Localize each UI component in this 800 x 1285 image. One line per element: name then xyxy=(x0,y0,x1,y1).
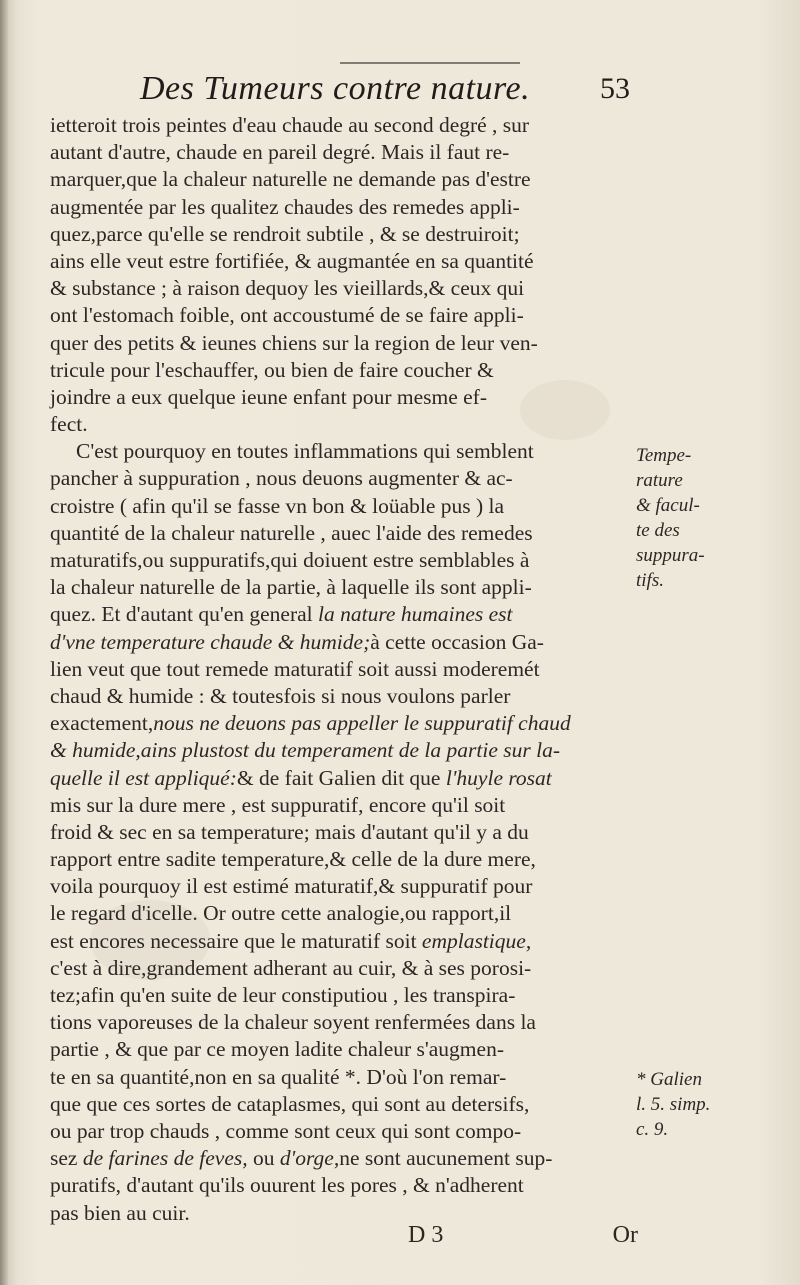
italic-span: nous ne deuons pas appeller le suppuratif chaud xyxy=(153,711,571,736)
roman-span: te en sa quantité,non en sa qualité *. D'où l'on remar- xyxy=(50,1064,507,1089)
text-line xyxy=(50,1091,625,1118)
text-line xyxy=(50,302,625,329)
roman-span: c'est à dire,grandement adherant au cuir, & à ses porosi- xyxy=(50,955,532,980)
text-line xyxy=(50,384,625,411)
running-title: Des Tumeurs contre nature. xyxy=(140,70,531,107)
text-line xyxy=(50,139,625,166)
roman-span: chaud & humide : & toutesfois si nous voulons parler xyxy=(50,683,511,708)
marginal-note-line: suppura- xyxy=(636,545,705,566)
roman-span: partie , & que par ce moyen ladite chaleur s'augmen- xyxy=(50,1037,504,1062)
text-line xyxy=(50,955,625,982)
italic-span: l'huyle rosat xyxy=(440,765,552,790)
marginal-note-line: & facul- xyxy=(636,495,700,516)
text-line xyxy=(50,357,625,384)
roman-span: joindre a eux quelque ieune enfant pour mesme ef- xyxy=(50,384,487,409)
text-line xyxy=(50,982,625,1009)
roman-span: augmentée par les qualitez chaudes des remedes appli- xyxy=(50,194,520,219)
marginal-note-line: l. 5. simp. xyxy=(636,1094,711,1115)
text-line xyxy=(50,928,625,955)
roman-span: quantité de la chaleur naturelle , auec l'aide des remedes xyxy=(50,520,533,545)
roman-span: froid & sec en sa temperature; mais d'autant qu'il y a du xyxy=(50,819,529,844)
marginal-note-line: * Galien xyxy=(636,1069,702,1090)
roman-span: tricule pour l'eschauffer, ou bien de faire coucher & xyxy=(50,357,494,382)
text-line xyxy=(50,275,625,302)
roman-span: & substance ; à raison dequoy les vieillards,& ceux qui xyxy=(50,276,525,301)
roman-span: lien veut que tout remede maturatif soit aussi moderemét xyxy=(50,656,540,681)
text-line xyxy=(50,737,625,764)
roman-span: ietteroit trois peintes d'eau chaude au second degré , sur xyxy=(50,113,530,137)
roman-span: tions vaporeuses de la chaleur soyent renfermées dans la xyxy=(50,1010,536,1035)
roman-span: croistre ( afin qu'il se fasse vn bon & loüable pus ) la xyxy=(50,493,505,518)
text-line xyxy=(50,819,625,846)
italic-span: emplastique, xyxy=(416,928,532,953)
text-line xyxy=(50,248,625,275)
page-spine-shadow xyxy=(0,0,8,1285)
body-text xyxy=(50,112,625,1227)
roman-span: exactement, xyxy=(50,711,154,736)
roman-span: ne sont aucunement sup- xyxy=(339,1146,553,1171)
marginal-note-line: te des xyxy=(636,520,680,541)
roman-span: la chaleur naturelle de la partie, à laquelle ils sont appli- xyxy=(50,575,532,600)
roman-span: fect. xyxy=(50,412,88,437)
text-line xyxy=(50,765,625,792)
roman-span: puratifs, d'autant qu'ils ouurent les pores , & n'adherent xyxy=(50,1173,524,1198)
italic-span: quelle il est appliqué: xyxy=(50,765,237,790)
running-header xyxy=(140,62,630,114)
roman-span: C'est pourquoy en toutes inflammations qui semblent xyxy=(76,439,534,464)
text-line xyxy=(50,656,625,683)
roman-span: mis sur la dure mere , est suppuratif, encore qu'il soit xyxy=(50,792,506,817)
catchword: Or xyxy=(612,1222,638,1248)
marginal-note-temperature xyxy=(636,443,756,593)
text-line xyxy=(50,873,625,900)
roman-span: rapport entre sadite temperature,& celle de la dure mere, xyxy=(50,847,536,872)
text-line xyxy=(50,493,625,520)
text-line xyxy=(50,166,625,193)
text-line xyxy=(50,601,625,628)
marginal-note-line: c. 9. xyxy=(636,1119,669,1140)
text-line xyxy=(50,1172,625,1199)
roman-span: maturatifs,ou suppuratifs,qui doiuent estre semblables à xyxy=(50,548,530,572)
text-line xyxy=(50,438,625,465)
roman-span: pas bien au cuir. xyxy=(50,1200,190,1225)
roman-span: sez xyxy=(50,1146,78,1171)
roman-span: ont l'estomach foible, ont accoustumé de se faire appli- xyxy=(50,303,524,328)
text-line xyxy=(50,1036,625,1063)
roman-span: & de fait Galien dit que xyxy=(236,765,441,790)
text-line xyxy=(50,330,625,357)
text-line xyxy=(50,194,625,221)
italic-span: la nature humaines est xyxy=(312,602,513,627)
text-line xyxy=(50,465,625,492)
text-line xyxy=(50,1009,625,1036)
header-rule xyxy=(340,62,520,64)
text-line xyxy=(50,1145,625,1172)
roman-span: ains elle veut estre fortifiée, & augmantée en sa quantité xyxy=(50,248,534,273)
text-line xyxy=(50,683,625,710)
roman-span: ou par trop chauds , comme sont ceux qui sont compo- xyxy=(50,1118,522,1143)
roman-span: pancher à suppuration , nous deuons augmenter & ac- xyxy=(50,466,513,491)
roman-span: quer des petits & ieunes chiens sur la region de leur ven- xyxy=(50,330,538,355)
text-line xyxy=(50,411,625,438)
text-line xyxy=(50,574,625,601)
text-line xyxy=(50,710,625,737)
text-line xyxy=(50,792,625,819)
roman-span: est encores necessaire que le maturatif soit xyxy=(50,928,417,953)
italic-span: d'orge, xyxy=(274,1146,340,1171)
marginal-note-line: tifs. xyxy=(636,570,664,591)
roman-span: à cette occasion Ga- xyxy=(370,629,544,654)
text-line xyxy=(50,846,625,873)
italic-span: d'vne temperature chaude & humide; xyxy=(50,629,371,654)
text-line xyxy=(50,629,625,656)
text-line xyxy=(50,1064,625,1091)
text-line xyxy=(50,520,625,547)
italic-span: de farines de feves, xyxy=(77,1146,248,1171)
italic-span: & humide,ains plustost du temperament de la partie sur la- xyxy=(50,738,560,763)
roman-span: autant d'autre, chaude en pareil degré. Mais il faut re- xyxy=(50,140,510,165)
text-line xyxy=(50,547,625,574)
roman-span: que que ces sortes de cataplasmes, qui sont au detersifs, xyxy=(50,1091,530,1116)
roman-span: le regard d'icelle. Or outre cette analogie,ou rapport,il xyxy=(50,901,512,926)
roman-span: ou xyxy=(247,1146,275,1171)
text-line xyxy=(50,221,625,248)
page-number: 53 xyxy=(600,72,630,105)
roman-span: marquer,que la chaleur naturelle ne demande pas d'estre xyxy=(50,167,531,192)
marginal-note-line: Tempe- xyxy=(636,445,692,466)
marginal-note-galien xyxy=(636,1067,756,1142)
page-footer xyxy=(408,1222,638,1256)
marginal-note-line: rature xyxy=(636,470,683,491)
text-line xyxy=(50,900,625,927)
roman-span: quez,parce qu'elle se rendroit subtile , & se destruiroit; xyxy=(50,221,520,246)
roman-span: quez. Et d'autant qu'en general xyxy=(50,602,313,627)
roman-span: voila pourquoy il est estimé maturatif,& suppuratif pour xyxy=(50,874,533,899)
roman-span: tez;afin qu'en suite de leur constiputiou , les transpira- xyxy=(50,983,516,1007)
text-line xyxy=(50,1118,625,1145)
signature-mark: D 3 xyxy=(408,1222,444,1248)
text-line xyxy=(50,112,625,139)
